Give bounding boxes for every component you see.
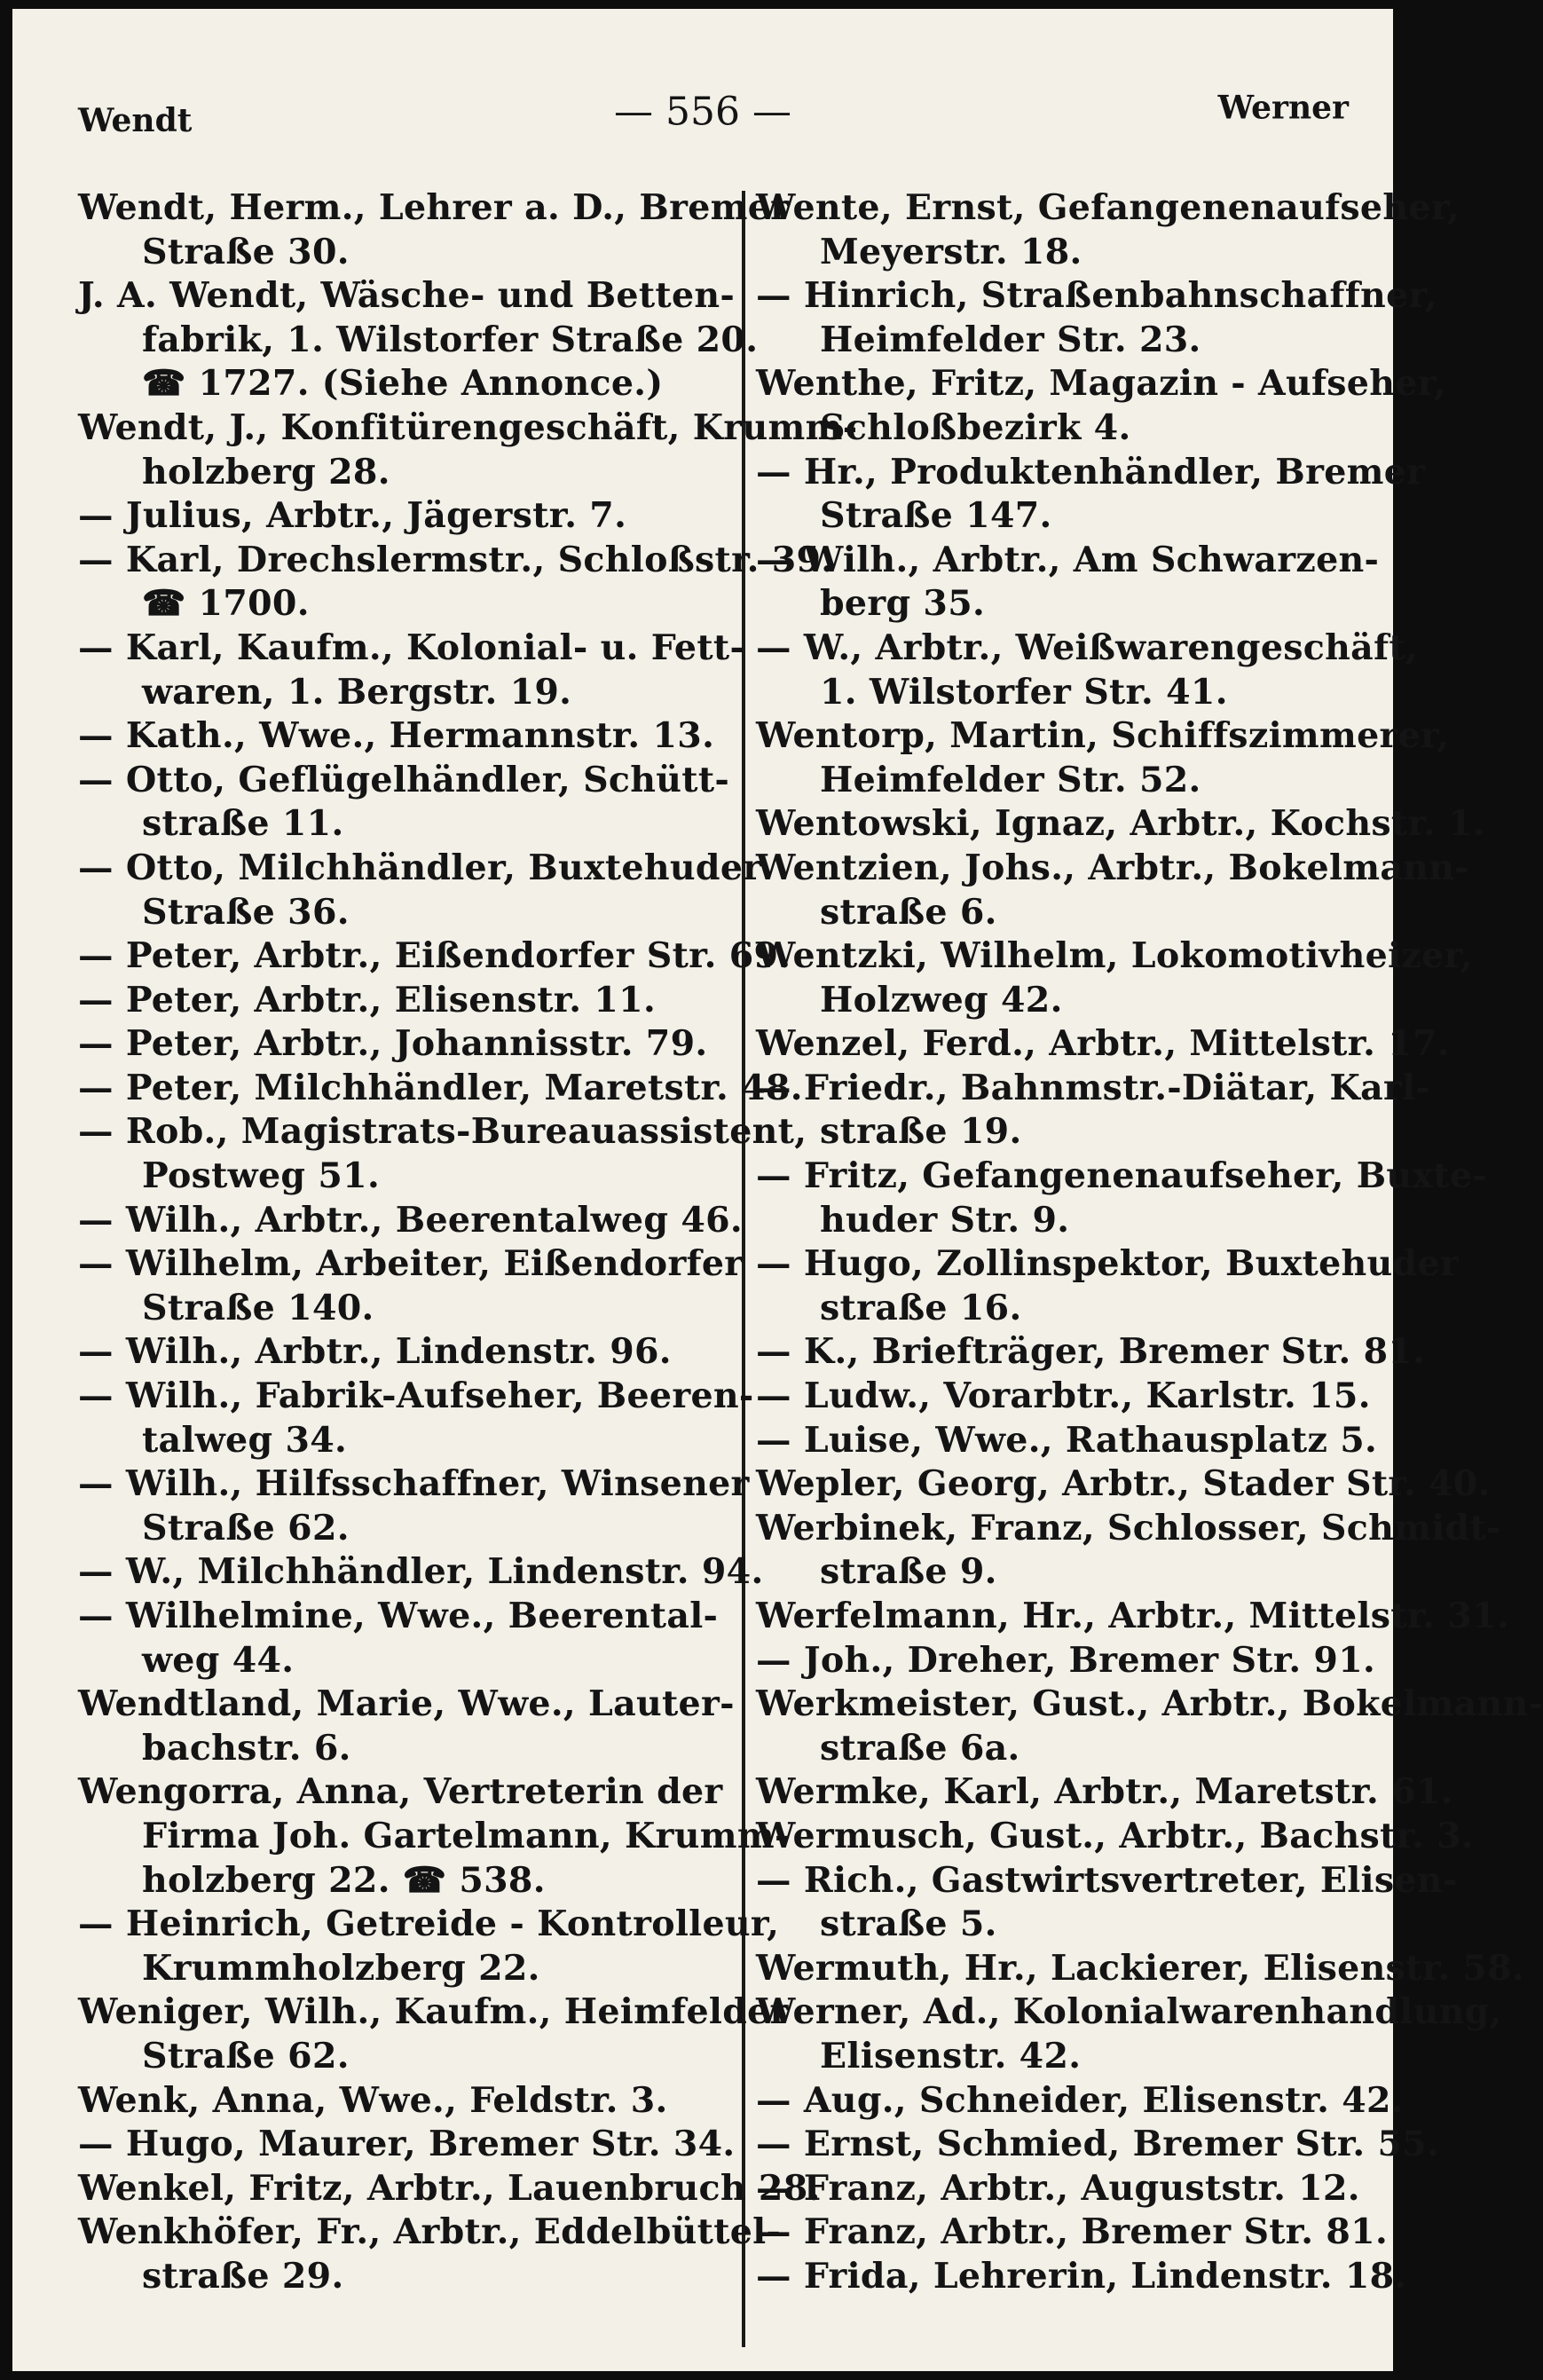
- directory-entry: [78, 1022, 726, 1067]
- entry-continuation-line: Schloßbezirk 4.: [820, 406, 1131, 448]
- entry-line: — W., Arbtr., Weißwarengeschäft,: [756, 627, 1418, 668]
- entry-line: — Ludw., Vorarbtr., Karlstr. 15.: [756, 1375, 1371, 1417]
- entry-line: Werfelmann, Hr., Arbtr., Mittelstr. 31.: [756, 1596, 1510, 1636]
- entry-line: — Karl, Kaufm., Kolonial- u. Fett-: [78, 627, 745, 668]
- directory-entry: [756, 539, 1380, 627]
- entry-continuation-line: straße 9.: [820, 1551, 997, 1593]
- entry-continuation-line: huder Str. 9.: [820, 1199, 1070, 1241]
- directory-entry: [756, 847, 1469, 934]
- entry-line: — Wilh., Hilfsschaffner, Winsener: [78, 1463, 750, 1505]
- entry-line: — Otto, Geflügelhändler, Schütt-: [78, 759, 730, 800]
- directory-entry: [756, 1419, 1377, 1463]
- entry-continuation-line: bachstr. 6.: [142, 1727, 351, 1769]
- entry-line: Werner, Ad., Kolonialwarenhandlung,: [756, 1991, 1502, 2033]
- entry-line: Wendtland, Marie, Wwe., Lauter-: [78, 1683, 735, 1725]
- directory-entry: [78, 186, 790, 274]
- entry-line: — Frida, Lehrerin, Lindenstr. 18.: [756, 2255, 1407, 2297]
- entry-line: — Wilh., Fabrik-Aufseher, Beeren-: [78, 1375, 754, 1417]
- directory-entry: [78, 274, 759, 406]
- entry-continuation-line: Krummholzberg 22.: [142, 1947, 540, 1989]
- directory-entry: [756, 1683, 1543, 1770]
- directory-entry: [756, 1595, 1510, 1639]
- page-number: — 556 —: [614, 89, 791, 135]
- directory-entry: [78, 847, 762, 934]
- entry-line: — Wilh., Arbtr., Am Schwarzen-: [756, 539, 1380, 580]
- entry-continuation-line: straße 5.: [820, 1903, 997, 1945]
- directory-entry: [78, 494, 726, 539]
- directory-entry: [78, 1462, 750, 1550]
- entry-line: — Peter, Arbtr., Johannisstr. 79.: [78, 1023, 708, 1065]
- entry-line: Wentzki, Wilhelm, Lokomotivheizer,: [756, 935, 1473, 977]
- directory-entry: [756, 1639, 1377, 1683]
- entry-continuation-line: Heimfelder Str. 23.: [820, 319, 1201, 360]
- directory-entry: [78, 1375, 754, 1462]
- directory-entry: [78, 1903, 780, 1990]
- directory-entry: [78, 2123, 736, 2167]
- directory-entry: [78, 539, 834, 627]
- entry-continuation-line: holzberg 22. ☎ 538.: [142, 1859, 546, 1901]
- entry-continuation-line: waren, 1. Bergstr. 19.: [142, 671, 572, 713]
- entry-continuation-line: straße 29.: [142, 2255, 344, 2297]
- entry-line: Wentowski, Ignaz, Arbtr., Kochstr. 1.: [756, 803, 1485, 845]
- entry-continuation-line: berg 35.: [820, 583, 986, 625]
- entry-line: Werbinek, Franz, Schlosser, Schmidt-: [756, 1507, 1501, 1549]
- directory-entry: [78, 1330, 726, 1375]
- entry-line: — Wilhelmine, Wwe., Beerental-: [78, 1596, 719, 1636]
- directory-entry: [756, 2255, 1407, 2299]
- entry-line: — Hugo, Zollinspektor, Buxtehuder: [756, 1243, 1459, 1285]
- entry-continuation-line: Straße 30.: [142, 231, 350, 272]
- entry-continuation-line: Straße 147.: [820, 495, 1052, 537]
- entry-line: — Peter, Arbtr., Eißendorfer Str. 69.: [78, 935, 791, 977]
- header-left-keyword: Wendt: [78, 102, 193, 139]
- entry-line: Wepler, Georg, Arbtr., Stader Str. 40.: [756, 1463, 1491, 1505]
- directory-entry: [756, 802, 1485, 847]
- entry-line: — Wilh., Arbtr., Lindenstr. 96.: [78, 1331, 672, 1373]
- entry-line: Wenkel, Fritz, Arbtr., Lauenbruch 28.: [78, 2167, 821, 2209]
- entry-line: Wenzel, Ferd., Arbtr., Mittelstr. 17.: [756, 1023, 1450, 1065]
- entry-line: Wermke, Karl, Arbtr., Maretstr. 61.: [756, 1771, 1453, 1813]
- entry-line: Wente, Ernst, Gefangenenaufseher,: [756, 187, 1460, 228]
- entry-continuation-line: Firma Joh. Gartelmann, Krumm-: [142, 1815, 790, 1856]
- directory-entry: [78, 1683, 735, 1770]
- entry-line: Wengorra, Anna, Vertreterin der: [78, 1771, 723, 1813]
- directory-entry: [756, 1067, 1431, 1155]
- directory-entry: [78, 934, 791, 979]
- entry-continuation-line: straße 6.: [820, 891, 997, 933]
- entry-line: — Franz, Arbtr., Bremer Str. 81.: [756, 2211, 1389, 2253]
- directory-entry: [756, 2123, 1440, 2167]
- directory-entry: [756, 1990, 1502, 2078]
- entry-line: Wenthe, Fritz, Magazin - Aufseher,: [756, 363, 1446, 405]
- directory-entry: [78, 1067, 803, 1111]
- entry-line: — Wilh., Arbtr., Beerentalweg 46.: [78, 1199, 743, 1241]
- entry-line: — Hr., Produktenhändler, Bremer: [756, 451, 1426, 493]
- entry-continuation-line: ☎ 1727. (Siehe Annonce.): [142, 363, 664, 405]
- entry-continuation-line: Straße 36.: [142, 891, 350, 933]
- directory-entry: [78, 1199, 743, 1243]
- directory-entry: [78, 714, 726, 759]
- entry-line: — Heinrich, Getreide - Kontrolleur,: [78, 1903, 780, 1945]
- entry-line: — Friedr., Bahnmstr.-Diätar, Karl-: [756, 1067, 1431, 1108]
- entry-continuation-line: fabrik, 1. Wilstorfer Straße 20.: [142, 319, 759, 360]
- entry-line: — Peter, Arbtr., Elisenstr. 11.: [78, 979, 657, 1021]
- entry-continuation-line: holzberg 28.: [142, 451, 390, 493]
- entry-line: — Karl, Drechslermstr., Schloßstr. 39.: [78, 539, 834, 580]
- directory-entry: [756, 186, 1460, 274]
- entry-line: Wenkhöfer, Fr., Arbtr., Eddelbüttel-: [78, 2211, 782, 2253]
- entry-continuation-line: straße 19.: [820, 1111, 1022, 1153]
- entry-line: — Peter, Milchhändler, Maretstr. 48.: [78, 1067, 803, 1108]
- entry-continuation-line: Straße 62.: [142, 2035, 350, 2077]
- directory-entry: [78, 1770, 790, 1903]
- directory-page: [12, 9, 1543, 2371]
- directory-entry: [78, 1110, 807, 1198]
- entry-continuation-line: straße 11.: [142, 803, 344, 845]
- entry-line: J. A. Wendt, Wäsche- und Betten-: [78, 275, 736, 317]
- directory-entry: [78, 1595, 726, 1683]
- entry-continuation-line: Straße 140.: [142, 1287, 374, 1328]
- directory-entry: [756, 362, 1446, 450]
- directory-entry: [756, 627, 1418, 714]
- entry-continuation-line: Holzweg 42.: [820, 979, 1063, 1021]
- entry-continuation-line: Elisenstr. 42.: [820, 2035, 1082, 2077]
- directory-entry: [78, 2211, 782, 2298]
- directory-entry: [78, 759, 730, 847]
- entry-line: Wenk, Anna, Wwe., Feldstr. 3.: [78, 2079, 668, 2121]
- entry-continuation-line: talweg 34.: [142, 1419, 348, 1461]
- entry-line: — Otto, Milchhändler, Buxtehuder: [78, 847, 762, 888]
- directory-entry: [756, 1155, 1487, 1242]
- directory-entry: [78, 2079, 726, 2124]
- entry-line: Wermusch, Gust., Arbtr., Bachstr. 3.: [756, 1815, 1475, 1856]
- entry-line: Werkmeister, Gust., Arbtr., Bokelmann-: [756, 1683, 1543, 1725]
- entry-line: Weniger, Wilh., Kaufm., Heimfelder: [78, 1991, 789, 2033]
- directory-entry: [756, 451, 1426, 539]
- entry-continuation-line: Heimfelder Str. 52.: [820, 759, 1201, 800]
- entry-line: — Julius, Arbtr., Jägerstr. 7.: [78, 495, 627, 537]
- directory-entry: [756, 714, 1450, 802]
- entry-continuation-line: 1. Wilstorfer Str. 41.: [820, 671, 1228, 713]
- entry-line: — K., Briefträger, Bremer Str. 81.: [756, 1331, 1426, 1373]
- entry-line: — Rob., Magistrats-Bureauassistent,: [78, 1111, 807, 1153]
- directory-entry: [756, 1859, 1458, 1947]
- directory-entry: [756, 2167, 1377, 2211]
- entry-line: Wendt, Herm., Lehrer a. D., Bremer: [78, 187, 790, 228]
- entry-line: — Wilhelm, Arbeiter, Eißendorfer: [78, 1243, 744, 1285]
- directory-entry: [78, 627, 745, 714]
- entry-continuation-line: weg 44.: [142, 1639, 295, 1681]
- entry-line: — Aug., Schneider, Elisenstr. 42.: [756, 2079, 1404, 2121]
- directory-entry: [78, 1990, 789, 2078]
- entry-continuation-line: straße 6a.: [820, 1727, 1020, 1769]
- directory-entry: [756, 1242, 1459, 1330]
- directory-entry: [756, 1462, 1491, 1507]
- entry-continuation-line: ☎ 1700.: [142, 583, 310, 625]
- entry-line: Wentorp, Martin, Schiffszimmerer,: [756, 715, 1450, 757]
- entry-line: — W., Milchhändler, Lindenstr. 94.: [78, 1551, 764, 1593]
- page-header: [12, 9, 1393, 142]
- entry-line: — Kath., Wwe., Hermannstr. 13.: [78, 715, 715, 757]
- entry-line: — Franz, Arbtr., Auguststr. 12.: [756, 2167, 1360, 2209]
- entry-continuation-line: Meyerstr. 18.: [820, 231, 1082, 272]
- directory-entry: [756, 274, 1437, 362]
- directory-entry: [756, 1815, 1475, 1859]
- directory-entry: [78, 2167, 821, 2211]
- entry-continuation-line: Postweg 51.: [142, 1155, 380, 1197]
- directory-entry: [756, 1330, 1426, 1375]
- directory-entry: [756, 2079, 1404, 2124]
- directory-entry: [78, 1242, 744, 1330]
- entry-line: Wentzien, Johs., Arbtr., Bokelmann-: [756, 847, 1469, 888]
- directory-entry: [756, 1507, 1501, 1595]
- entry-line: Wendt, J., Konfitürengeschäft, Krumm-: [78, 406, 858, 448]
- directory-entry: [756, 1022, 1450, 1067]
- entry-line: — Luise, Wwe., Rathausplatz 5.: [756, 1419, 1378, 1461]
- directory-entry: [756, 1947, 1524, 1991]
- entry-line: — Fritz, Gefangenenaufseher, Buxte-: [756, 1155, 1487, 1197]
- directory-entry: [78, 979, 726, 1023]
- entry-continuation-line: straße 16.: [820, 1287, 1022, 1328]
- entry-line: — Hinrich, Straßenbahnschaffner,: [756, 275, 1437, 317]
- entry-continuation-line: Straße 62.: [142, 1507, 350, 1549]
- right-column: [756, 186, 1543, 2299]
- entry-line: Wermuth, Hr., Lackierer, Elisenstr. 58.: [756, 1947, 1524, 1989]
- directory-entry: [78, 406, 858, 494]
- entry-line: — Rich., Gastwirtsvertreter, Elisen-: [756, 1859, 1458, 1901]
- entry-line: — Joh., Dreher, Bremer Str. 91.: [756, 1639, 1376, 1681]
- directory-entry: [756, 2211, 1389, 2255]
- entry-line: — Ernst, Schmied, Bremer Str. 55.: [756, 2124, 1440, 2165]
- directory-entry: [756, 1770, 1453, 1815]
- directory-entry: [756, 1375, 1377, 1419]
- entry-line: — Hugo, Maurer, Bremer Str. 34.: [78, 2124, 736, 2165]
- header-right-keyword: Werner: [1217, 89, 1349, 127]
- directory-entry: [78, 1550, 764, 1595]
- directory-entry: [756, 934, 1473, 1022]
- left-column: [78, 186, 858, 2299]
